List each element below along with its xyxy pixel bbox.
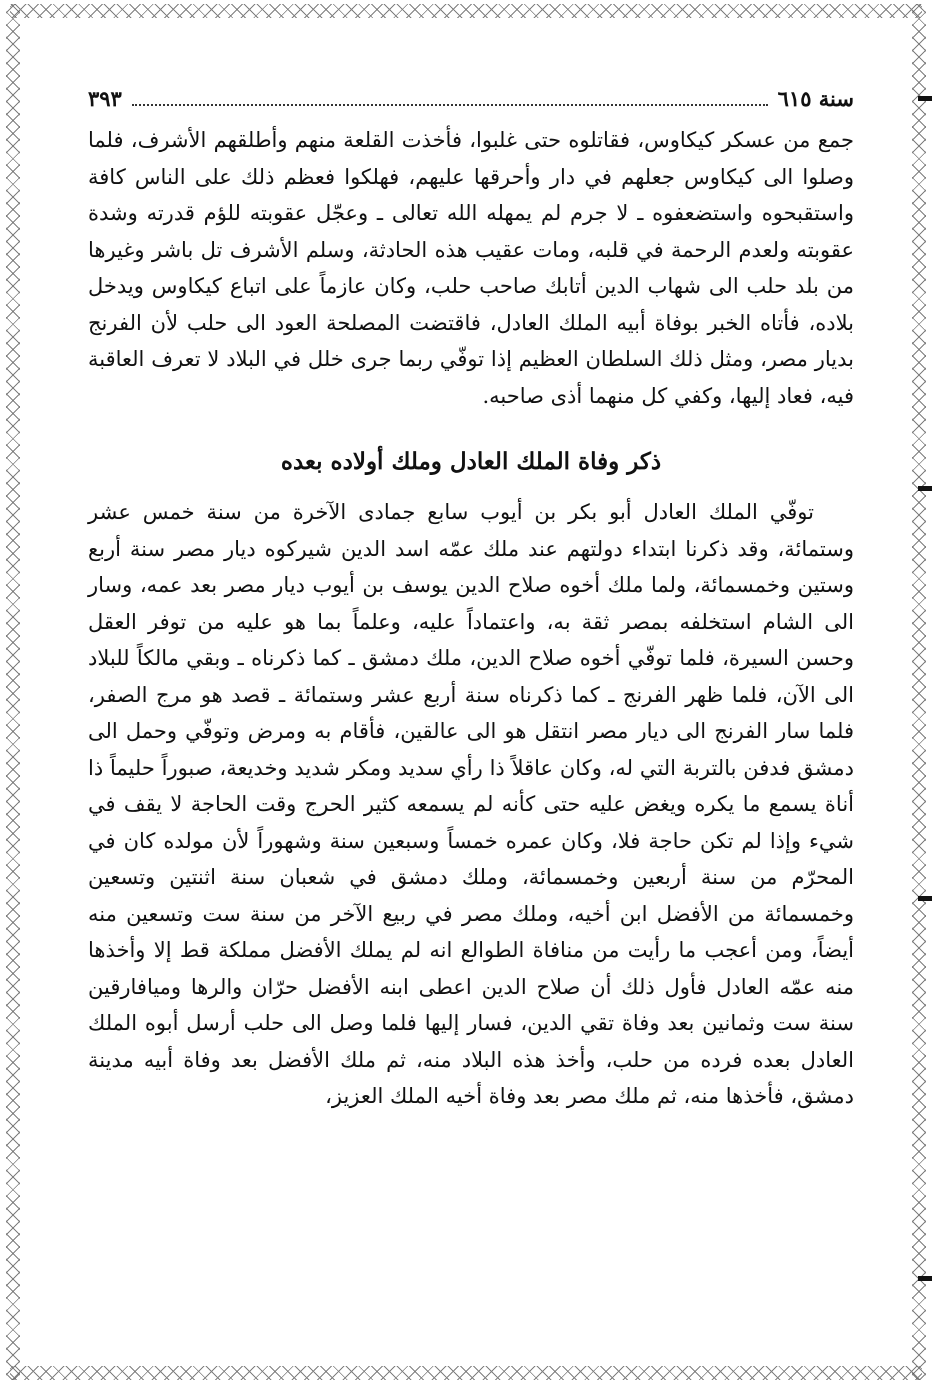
section-title: ذكر وفاة الملك العادل وملك أولاده بعده [280,448,662,475]
header-dotted-leader [132,92,768,106]
decorative-border-left [6,4,20,1380]
decorative-border-bottom [10,1366,922,1380]
decorative-border-right [912,4,926,1380]
year-label: سنة ٦١٥ [777,86,854,111]
edge-mark [918,96,932,101]
edge-mark [918,486,932,491]
paragraph-2: توفّي الملك العادل أبو بكر بن أيوب سابع جمادى الآخرة من سنة خمس عشر وستمائة، وقد ذكرنا ابتداء دولتهم عند ملك عمّه اسد الدين شيركوه ديار مصر سنة أربع وستين وخمسمائة، ولما ملك أخوه صلاح الدين يوسف بن أيوب ديار مصر بعد عمه، وسار الى الشام استخلفه بمصر ثقة به، واعتماداً عليه، وعلماً بما هو عليه من توفر العقل وحسن السيرة، فلما توفّي أخوه صلاح الدين، ملك دمشق ـ كما ذكرناه ـ وبقي مالكاً للبلاد الى الآن، فلما ظهر الفرنج ـ كما ذكرناه سنة أربع عشر وستمائة ـ قصد هو مرج الصفر، فلما سار الفرنج الى ديار مصر انتقل هو الى عالقين، فأقام به ومرض وتوفّي وحمل الى دمشق فدفن بالتربة التي له، وكان عاقلاً ذا رأي سديد ومكر شديد وخديعة، صبوراً حليماً ذا أناة يسمع ما يكره ويغض عليه حتى كأنه لم يسمعه كثير الحرج وقت الحاجة لا يقف في شيء وإذا لم تكن حاجة فلا، وكان عمره خمساً وسبعين سنة وشهوراً لأن مولده كان في المحرّم من سنة أربعين وخمسمائة، وملك دمشق في شعبان سنة اثنتين وتسعين وخمسمائة من الأفضل ابن أخيه، وملك مصر في ربيع الآخر من سنة ست وتسعين منه أيضاً، ومن أعجب ما رأيت من منافاة الطوالع انه لم يملك الأفضل مملكة قط إلا وأخذها منه عمّه العادل فأول ذلك أن صلاح الدين اعطى ابنه الأفضل حرّان والرها وميافارقين سنة ست وثمانين بعد وفاة تقي الدين، فسار إليها فلما وصل الى حلب أرسل أبوه الملك العادل بعده فرده من حلب، وأخذ هذه البلاد منه، ثم ملك الأفضل بعد وفاة أبيه مدينة دمشق، فأخذها منه، ثم ملك مصر بعد وفاة أخيه الملك العزيز، [88,500,854,1108]
book-page [88,86,854,1115]
paragraph-1: جمع من عسكر كيكاوس، فقاتلوه حتى غلبوا، فأخذت القلعة منهم وأطلقهم الأشرف، فلما وصلوا الى كيكاوس جعلهم في دار وأحرقها عليهم، فهلكوا فعظم ذلك على الناس كافة واستقبحوه واستضعفوه ـ لا جرم لم يمهله الله تعالى ـ وعجّل عقوبته للؤم قدرته وشدة عقوبته ولعدم الرحمة في قلبه، ومات عقيب هذه الحادثة، وسلم الأشرف تل باشر وغيرها من بلد حلب الى شهاب الدين أتابك صاحب حلب، وكان عازماً على اتباع كيكاوس ويدخل بلاده، فأتاه الخبر بوفاة أبيه الملك العادل، فاقتضت المصلحة العود الى حلب لأن الفرنج بديار مصر، ومثل ذلك السلطان العظيم إذا توفّي ربما جرى خلل في البلاد لا تعرف العاقبة فيه، فعاد إليها، وكفي كل منهما أذى صاحبه. [88,128,854,408]
decorative-border-top [10,4,922,18]
edge-mark [918,896,932,901]
edge-mark [918,1276,932,1281]
running-header [88,86,854,120]
page-number: ٣٩٣ [88,86,122,111]
